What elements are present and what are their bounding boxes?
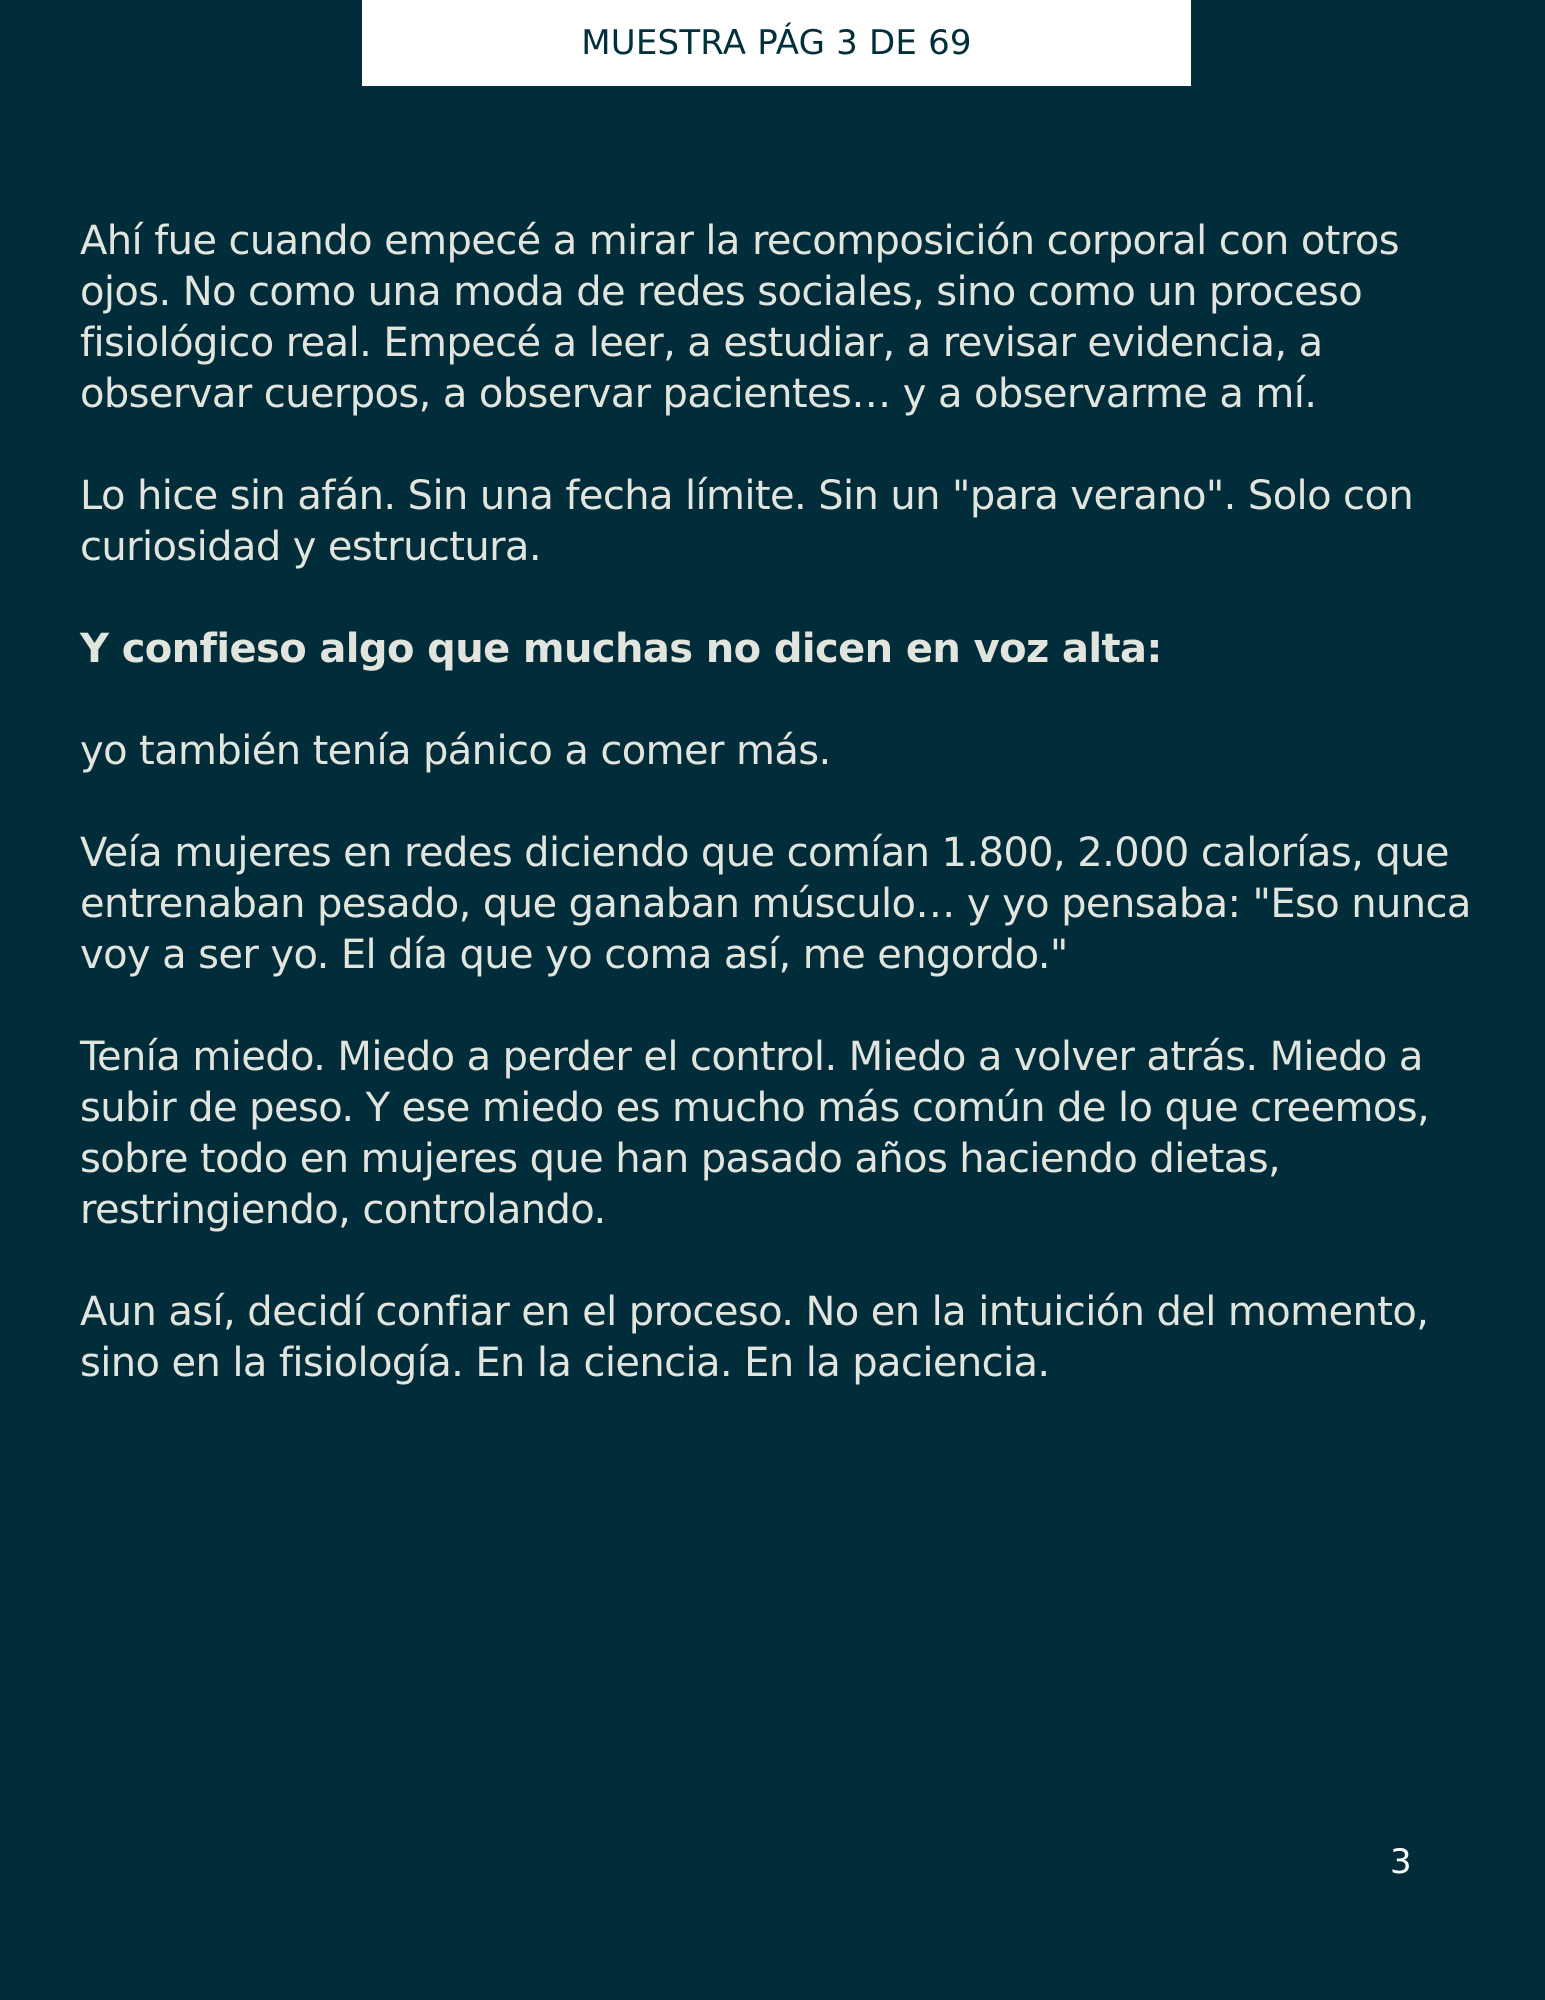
paragraph: Veía mujeres en redes diciendo que comían 1.800, 2.000 calorías, que entrenaban pesado, que ganaban músculo… y yo pensaba: "Eso nunca voy a ser yo. El día que yo coma así, me engordo." xyxy=(80,830,1471,978)
paragraph: yo también tenía pánico a comer más. xyxy=(80,728,831,774)
page-sample-banner xyxy=(362,0,1191,86)
paragraph: Aun así, decidí confiar en el proceso. No en la intuición del momento, sino en la fisiología. En la ciencia. En la paciencia. xyxy=(80,1289,1429,1386)
page-sample-label: MUESTRA PÁG 3 DE 69 xyxy=(581,23,972,63)
paragraph: Ahí fue cuando empecé a mirar la recomposición corporal con otros ojos. No como una moda de redes sociales, sino como un proceso fisiológico real. Empecé a leer, a estudiar, a revisar evidencia, a observar cuerpos, a observar pacientes… y a observarme a mí. xyxy=(80,218,1399,417)
paragraph-bold: Y confieso algo que muchas no dicen en voz alta: xyxy=(80,626,1162,672)
page-number: 3 xyxy=(1390,1842,1412,1882)
paragraph: Lo hice sin afán. Sin una fecha límite. Sin un "para verano". Solo con curiosidad y estructura. xyxy=(80,473,1414,570)
body-text xyxy=(80,216,1500,1440)
paragraph: Tenía miedo. Miedo a perder el control. Miedo a volver atrás. Miedo a subir de peso. Y ese miedo es mucho más común de lo que creemos, sobre todo en mujeres que han pasado años haciendo dietas, restringiendo, controlando. xyxy=(80,1034,1430,1233)
